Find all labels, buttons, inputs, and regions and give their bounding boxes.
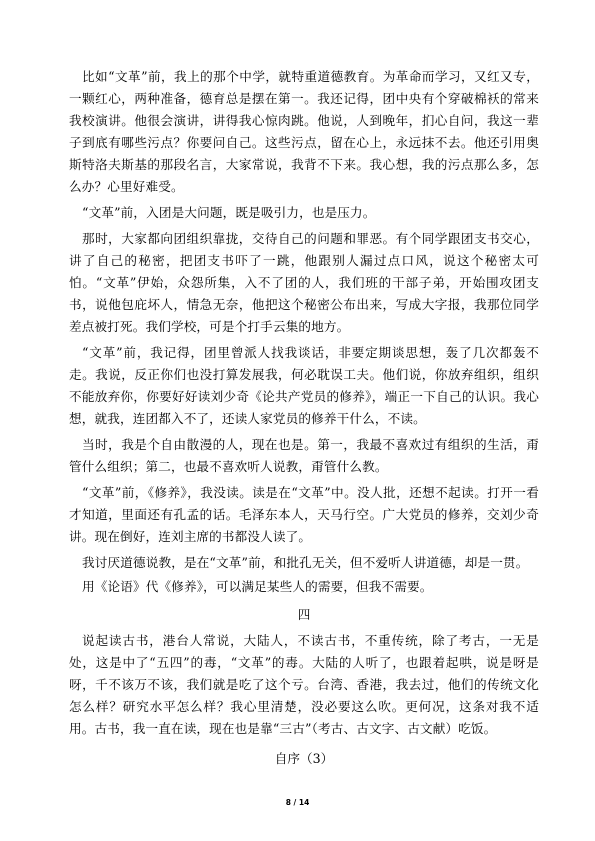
paragraph: “文革”前，《修养》，我没读。读是在“文革”中。没人批，还想不起读。打开一看才知道，里面还有孔孟的话。毛泽东本人，天马行空。广大党员的修养，交刘少奇讲。现在倒好，连刘主席的书都没人读了。 [69, 485, 539, 544]
section-heading: 四 [297, 607, 311, 622]
page-number: 8 / 14 [285, 798, 310, 807]
paragraph: “文革”前，我记得，团里曾派人找我谈话，非要定期谈思想，轰了几次都轰不走。我说，反正你们也没打算发展我，何必耽误工夫。他们说，你放弃组织，组织不能放弃你，你要好好读刘少奇《论共产党员的修养》，端正一下自己的认识。我心想，就我，连团都入不了，还读人家党员的修养干什么，不读。 [69, 345, 539, 426]
paragraph: 我讨厌道德说教，是在“文革”前，和批孔无关，但不爱听人讲道德，却是一贯。 [82, 555, 529, 570]
paragraph: 说起读古书，港台人常说，大陆人，不读古书，不重传统，除了考古，一无是处，这是中了“五四”的毒，“文革”的毒。大陆的人听了，也跟着起哄，说是呀是呀，千不该万不该，我们就是吃了这个亏。台湾、香港，我去过，他们的传统文化怎么样？研究水平怎么样？我心里清楚，没必要这么吹。更何况，这条对我不适用。古书，我一直在读，现在也是靠“三古”（考古、古文字、古文献）吃饭。 [69, 633, 539, 736]
paragraph: 当时，我是个自由散漫的人，现在也是。第一，我最不喜欢过有组织的生活，甭管什么组织；第二，也最不喜欢听人说教，甭管什么教。 [69, 437, 539, 474]
document-body [69, 66, 539, 770]
paragraph: “文革”前，入团是大问题，既是吸引力，也是压力。 [82, 205, 376, 220]
paragraph: 比如“文革”前，我上的那个中学，就特重道德教育。为革命而学习，又红又专，一颗红心，两种准备，德育总是摆在第一。我还记得，团中央有个穿破棉袄的常来我校演讲。他很会演讲，讲得我心惊肉跳。他说，人到晚年，扪心自问，我这一辈子到底有哪些污点？你要问自己。这些污点，留在心上，永远抹不去。他还引用奥斯特洛夫斯基的那段名言，大家常说，我背不下来。我心想，我的污点那么多，怎么办？心里好难受。 [69, 69, 539, 194]
paragraph: 用《论语》代《修养》，可以满足某些人的需要，但我不需要。 [82, 579, 433, 594]
paragraph: 那时，大家都向团组织靠拢，交待自己的问题和罪恶。有个同学跟团支书交心，讲了自己的秘密，把团支书吓了一跳，他跟别人漏过点口风，说这个秘密太可怕。“文革”伊始，众怨所集，入不了团的人，我们班的干部子弟，开始围攻团支书，说他包庇坏人，情急无奈，他把这个秘密公布出来，写成大字报，我那位同学差点被打死。我们学校，可是个打手云集的地方。 [69, 231, 539, 334]
chapter-subtitle: 自序（3） [274, 751, 334, 766]
